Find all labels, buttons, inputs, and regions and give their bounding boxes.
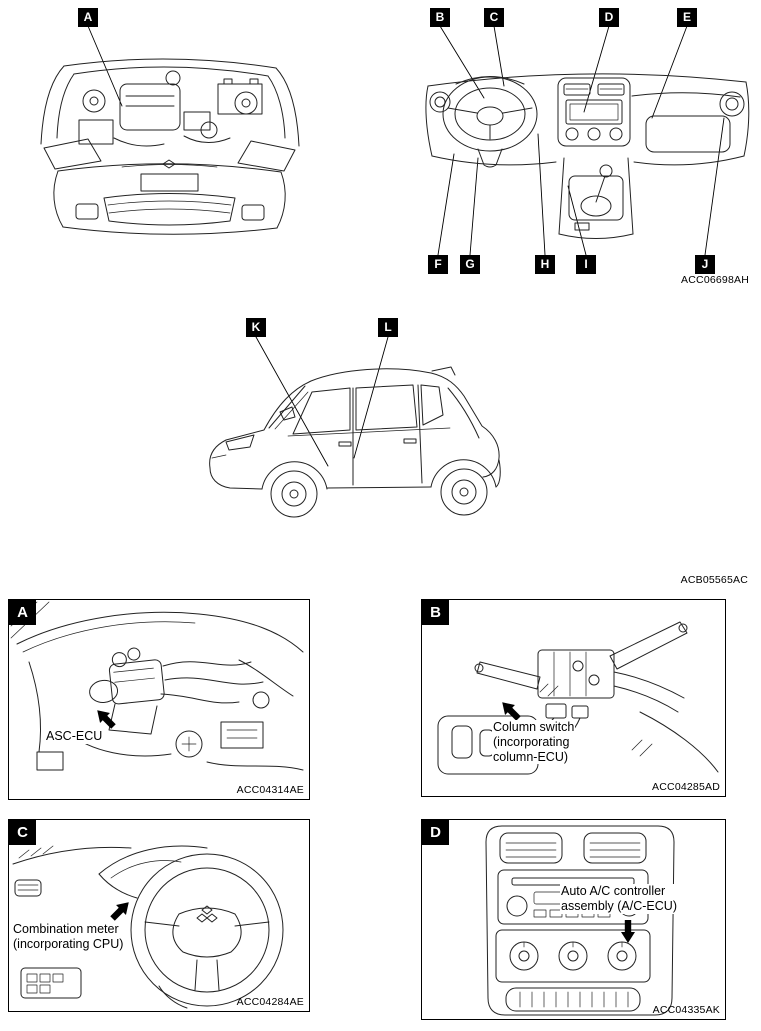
figure-code: ACB05565AC — [680, 574, 748, 586]
panel-a-code: ACC04314AE — [236, 784, 304, 796]
asc-ecu-drawing — [9, 600, 308, 798]
pointer-arrow-icon — [621, 920, 635, 943]
panel-c — [8, 819, 310, 1012]
panel-c-label: C — [9, 820, 36, 845]
callout-j: J — [695, 255, 715, 274]
callout-l: L — [378, 318, 398, 337]
caption-line: Combination meter — [13, 922, 119, 936]
panel-d-code: ACC04335AK — [652, 1004, 720, 1016]
ac-controller-drawing — [422, 820, 724, 1018]
panel-c-caption — [12, 922, 124, 952]
panel-d — [421, 819, 726, 1020]
callout-h: H — [535, 255, 555, 274]
panel-b — [421, 599, 726, 797]
callout-e: E — [677, 8, 697, 27]
combination-meter-drawing — [9, 820, 308, 1010]
panel-d-label: D — [422, 820, 449, 845]
callout-f: F — [428, 255, 448, 274]
panel-a — [8, 599, 310, 800]
panel-a-label: A — [9, 600, 36, 625]
pointer-arrow-icon — [92, 705, 118, 731]
callout-i: I — [576, 255, 596, 274]
panel-b-code: ACC04285AD — [652, 781, 720, 793]
caption-line: column-ECU) — [493, 749, 569, 764]
callout-c: C — [484, 8, 504, 27]
column-switch-drawing — [422, 600, 724, 795]
callout-a: A — [78, 8, 98, 27]
panel-c-code: ACC04284AE — [236, 996, 304, 1008]
engine-compartment-drawing — [22, 8, 317, 273]
caption-line: assembly (A/C-ECU) — [561, 898, 677, 913]
caption-line: Column switch — [493, 720, 575, 734]
figure-dashboard — [418, 8, 755, 298]
figure-engine-compartment — [22, 8, 317, 273]
callout-g: G — [460, 255, 480, 274]
panel-b-caption — [492, 720, 575, 764]
panel-a-caption — [45, 729, 103, 744]
figure-side-view — [192, 308, 537, 538]
caption-line: Auto A/C controller — [561, 884, 666, 898]
side-view-drawing — [192, 308, 537, 538]
panel-d-caption — [560, 884, 678, 914]
caption-line: (incorporating — [493, 734, 570, 749]
caption-line: (incorporating CPU) — [13, 936, 124, 951]
callout-d: D — [599, 8, 619, 27]
callout-b: B — [430, 8, 450, 27]
callout-k: K — [246, 318, 266, 337]
figure-code: ACC06698AH — [681, 274, 749, 286]
pointer-arrow-icon — [108, 897, 134, 923]
panel-b-label: B — [422, 600, 449, 625]
caption-line: ASC-ECU — [46, 729, 103, 743]
